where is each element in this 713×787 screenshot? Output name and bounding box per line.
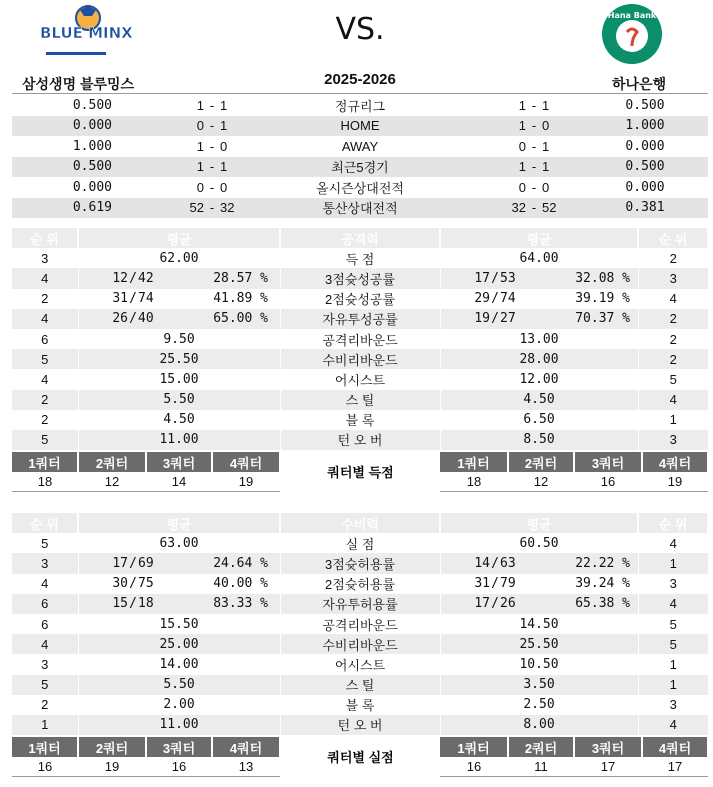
right-wins: 0 xyxy=(518,138,526,154)
right-rank: 5 xyxy=(638,634,708,654)
left-rank: 5 xyxy=(12,533,78,553)
rank-left-header: 순 위 xyxy=(12,228,78,248)
right-rank: 3 xyxy=(669,697,677,713)
stat-label: 블 록 xyxy=(280,695,440,715)
dash: - xyxy=(204,157,220,178)
dash: - xyxy=(531,138,537,154)
season-label: 2025-2026 xyxy=(324,71,396,88)
right-value: 32.08 % xyxy=(540,268,630,288)
left-rank: 4 xyxy=(12,309,78,329)
stat-label: 턴 오 버 xyxy=(280,430,440,450)
left-losses: 1 xyxy=(220,97,228,113)
vs-label: VS. xyxy=(335,12,385,47)
left-rank: 3 xyxy=(12,654,78,674)
left-wins: 0 xyxy=(112,116,204,137)
dash: - xyxy=(526,157,542,178)
right-rank: 4 xyxy=(669,291,677,307)
stat-row xyxy=(12,329,708,349)
left-value: 2.00 xyxy=(78,695,280,715)
quarter-mid-label: 쿼터별 득점 xyxy=(280,452,440,492)
right-att: 26 xyxy=(500,594,540,614)
left-value: 5.50 xyxy=(78,675,280,695)
right-losses: 52 xyxy=(542,198,582,219)
left-value: 28.57 % xyxy=(178,268,268,288)
logo-text-blue: BLUE MINX xyxy=(40,24,133,42)
right-made: 17 xyxy=(440,594,490,614)
slash: / xyxy=(128,553,138,573)
quarter-value-left: 19 xyxy=(212,472,280,492)
spacer xyxy=(268,268,280,288)
quarter-value-right: 18 xyxy=(440,472,508,492)
right-rank: 3 xyxy=(669,576,677,592)
stat-label: 공격리바운드 xyxy=(280,329,440,349)
left-losses: 0 xyxy=(220,138,228,154)
quarter-label-left: 2쿼터 xyxy=(78,737,146,757)
right-value: 65.38 % xyxy=(540,594,630,614)
record-label: 통산상대전적 xyxy=(260,198,460,219)
record-row xyxy=(12,136,708,157)
record-row xyxy=(12,177,708,198)
right-pct: 0.381 xyxy=(582,198,708,219)
quarter-label-right: 4쿼터 xyxy=(642,737,708,757)
left-att: 69 xyxy=(138,553,178,573)
right-pct: 0.000 xyxy=(625,179,665,195)
dash: - xyxy=(531,179,537,195)
rank-left-header: 순 위 xyxy=(12,513,78,533)
stat-label: 어시스트 xyxy=(280,369,440,389)
stat-row xyxy=(12,533,708,553)
stat-label: 3점슛성공률 xyxy=(280,268,440,288)
slash: / xyxy=(490,268,500,288)
left-made: 31 xyxy=(112,291,128,307)
left-rank: 6 xyxy=(12,614,78,634)
slash: / xyxy=(128,309,138,329)
left-value: 11.00 xyxy=(78,430,280,450)
logo-text-hana: Hana Bank xyxy=(607,11,657,20)
spacer xyxy=(268,289,280,309)
stat-header-row xyxy=(12,513,708,533)
avg-right-header: 평균 xyxy=(440,513,638,533)
quarter-value-right: 19 xyxy=(642,472,708,492)
left-made: 15 xyxy=(78,594,128,614)
right-pct: 0.500 xyxy=(625,97,665,113)
stat-header-row xyxy=(12,228,708,248)
spacer xyxy=(630,574,638,594)
spacer xyxy=(268,574,280,594)
left-value: 25.50 xyxy=(78,349,280,369)
right-rank: 2 xyxy=(638,349,708,369)
right-rank: 1 xyxy=(669,412,677,428)
quarter-label-left: 4쿼터 xyxy=(212,452,280,472)
left-value: 83.33 % xyxy=(178,594,268,614)
quarter-header-row xyxy=(12,452,708,472)
stat-row xyxy=(12,309,708,329)
left-rank: 6 xyxy=(12,594,78,614)
stat-label: 2점슛성공률 xyxy=(280,289,440,309)
left-value: 5.50 xyxy=(78,390,280,410)
record-label: 정규리그 xyxy=(334,98,386,114)
header-divider xyxy=(12,93,708,94)
right-rank: 5 xyxy=(669,371,677,387)
stat-label: 자유투허용률 xyxy=(280,594,440,614)
right-att: 74 xyxy=(500,291,516,307)
right-losses: 1 xyxy=(542,97,550,113)
dash: - xyxy=(209,179,215,195)
left-rank: 2 xyxy=(12,390,78,410)
stat-row xyxy=(12,574,708,594)
left-rank: 5 xyxy=(12,675,78,695)
stat-row xyxy=(12,390,708,410)
quarter-label-right: 2쿼터 xyxy=(508,452,574,472)
stat-label: 자유투성공률 xyxy=(280,309,440,329)
quarter-label-right: 4쿼터 xyxy=(642,452,708,472)
section-title: 수비력 xyxy=(280,513,440,533)
spacer xyxy=(268,309,280,329)
stat-row xyxy=(12,594,708,614)
right-value: 12.00 xyxy=(440,369,638,389)
blueminx-logo xyxy=(36,4,133,62)
left-value: 65.00 % xyxy=(178,309,268,329)
left-wins: 1 xyxy=(196,138,204,154)
right-wins: 1 xyxy=(518,97,526,113)
right-made: 29 xyxy=(474,291,491,307)
right-rank: 4 xyxy=(638,715,708,735)
spacer xyxy=(630,309,638,329)
quarter-value-left: 12 xyxy=(78,472,146,492)
stat-label: 2점슛허용률 xyxy=(280,574,440,594)
left-value: 9.50 xyxy=(78,329,280,349)
slash: / xyxy=(490,553,500,573)
left-value: 4.50 xyxy=(78,410,280,430)
right-rank: 1 xyxy=(669,656,677,672)
left-value: 15.50 xyxy=(78,614,280,634)
left-rank: 4 xyxy=(12,574,78,594)
right-value: 70.37 % xyxy=(540,309,630,329)
right-pct: 0.000 xyxy=(625,138,665,154)
right-rank: 3 xyxy=(638,268,708,288)
spacer xyxy=(630,594,638,614)
right-rank: 1 xyxy=(638,553,708,573)
left-pct: 0.619 xyxy=(12,198,112,219)
quarter-label-right: 1쿼터 xyxy=(440,737,508,757)
quarter-label-left: 2쿼터 xyxy=(78,452,146,472)
slash: / xyxy=(491,291,499,307)
right-wins: 32 xyxy=(460,198,526,219)
team-left-name: 삼성생명 블루밍스 xyxy=(22,76,135,92)
right-value: 8.50 xyxy=(440,430,638,450)
quarter-label-right: 3쿼터 xyxy=(574,737,642,757)
left-made: 12 xyxy=(78,268,128,288)
left-rank: 1 xyxy=(12,715,78,735)
team-right-name: 하나은행 xyxy=(612,76,667,92)
quarter-value-right: 16 xyxy=(440,757,508,777)
right-value: 39.19 % xyxy=(575,291,631,307)
avg-left-header: 평균 xyxy=(78,513,280,533)
avg-right-header: 평균 xyxy=(440,228,638,248)
left-wins: 1 xyxy=(112,157,204,178)
offense-quarter-table xyxy=(12,452,709,492)
right-made: 14 xyxy=(440,553,490,573)
quarter-value-left: 13 xyxy=(212,757,280,777)
right-value: 39.24 % xyxy=(575,576,631,592)
stat-row xyxy=(12,715,708,735)
left-value: 41.89 % xyxy=(213,291,268,307)
defense-table xyxy=(12,513,709,735)
quarter-value-right: 12 xyxy=(508,472,574,492)
rank-right-header: 순 위 xyxy=(638,513,708,533)
record-row xyxy=(12,95,708,116)
left-wins: 1 xyxy=(196,97,204,113)
right-rank: 1 xyxy=(638,675,708,695)
quarter-value-right: 11 xyxy=(508,757,574,777)
stat-label: 블 록 xyxy=(280,410,440,430)
right-wins: 1 xyxy=(460,157,526,178)
right-att: 27 xyxy=(500,309,540,329)
slash: / xyxy=(129,291,137,307)
right-losses: 0 xyxy=(542,116,582,137)
stat-row xyxy=(12,349,708,369)
dash: - xyxy=(526,116,542,137)
right-value: 4.50 xyxy=(440,390,638,410)
quarter-label-left: 1쿼터 xyxy=(12,452,78,472)
stat-row xyxy=(12,614,708,634)
quarter-header-row xyxy=(12,737,708,757)
avg-left-header: 평균 xyxy=(78,228,280,248)
dash: - xyxy=(204,116,220,137)
offense-table xyxy=(12,228,709,450)
left-wins: 0 xyxy=(196,179,204,195)
record-label: HOME xyxy=(260,116,460,137)
left-value: 14.00 xyxy=(78,654,280,674)
stat-label: 수비리바운드 xyxy=(280,349,440,369)
left-att: 74 xyxy=(138,291,154,307)
slash: / xyxy=(490,309,500,329)
dash: - xyxy=(204,198,220,219)
left-losses: 0 xyxy=(220,179,228,195)
left-value: 15.00 xyxy=(78,369,280,389)
stat-row xyxy=(12,553,708,573)
left-value: 25.00 xyxy=(78,634,280,654)
right-rank: 5 xyxy=(669,616,677,632)
left-value: 63.00 xyxy=(78,533,280,553)
right-made: 17 xyxy=(440,268,490,288)
quarter-value-left: 16 xyxy=(12,757,78,777)
right-pct: 0.500 xyxy=(582,157,708,178)
left-made: 30 xyxy=(112,576,128,592)
right-rank: 4 xyxy=(638,594,708,614)
right-value: 6.50 xyxy=(440,410,638,430)
right-value: 22.22 % xyxy=(540,553,630,573)
record-row xyxy=(12,198,708,219)
stat-label: 턴 오 버 xyxy=(280,715,440,735)
stat-row xyxy=(12,695,708,715)
left-rank: 4 xyxy=(12,268,78,288)
right-rank: 2 xyxy=(669,331,677,347)
left-att: 18 xyxy=(138,594,178,614)
quarter-value-left: 16 xyxy=(146,757,212,777)
left-rank: 2 xyxy=(12,695,78,715)
section-title: 공격력 xyxy=(280,228,440,248)
right-value: 10.50 xyxy=(440,654,638,674)
right-rank: 4 xyxy=(669,535,677,551)
right-pct: 1.000 xyxy=(582,116,708,137)
slash: / xyxy=(490,594,500,614)
left-rank: 6 xyxy=(12,329,78,349)
left-att: 75 xyxy=(138,576,154,592)
left-pct: 0.000 xyxy=(72,179,112,195)
left-rank: 5 xyxy=(12,349,78,369)
right-value: 3.50 xyxy=(440,675,638,695)
left-losses: 1 xyxy=(220,116,260,137)
right-att: 79 xyxy=(500,576,516,592)
record-row xyxy=(12,116,708,137)
quarter-value-right: 17 xyxy=(574,757,642,777)
stat-label: 스 틸 xyxy=(280,390,440,410)
right-wins: 0 xyxy=(518,179,526,195)
record-label: 최근5경기 xyxy=(260,157,460,178)
quarter-label-right: 2쿼터 xyxy=(508,737,574,757)
quarter-label-left: 4쿼터 xyxy=(212,737,280,757)
quarter-label-right: 1쿼터 xyxy=(440,452,508,472)
left-pct: 0.000 xyxy=(12,116,112,137)
left-wins: 52 xyxy=(112,198,204,219)
slash: / xyxy=(128,268,138,288)
right-att: 53 xyxy=(500,268,540,288)
left-att: 40 xyxy=(138,309,178,329)
dash: - xyxy=(209,97,215,113)
quarter-label-left: 3쿼터 xyxy=(146,452,212,472)
left-value: 40.00 % xyxy=(213,576,268,592)
quarter-value-left: 19 xyxy=(78,757,146,777)
right-wins: 1 xyxy=(460,116,526,137)
spacer xyxy=(630,289,638,309)
right-losses: 0 xyxy=(542,179,550,195)
right-value: 13.00 xyxy=(440,329,638,349)
right-value: 2.50 xyxy=(440,695,638,715)
right-value: 64.00 xyxy=(440,248,638,268)
stat-label: 득 점 xyxy=(280,248,440,268)
quarter-value-left: 18 xyxy=(12,472,78,492)
stat-row xyxy=(12,369,708,389)
left-pct: 0.500 xyxy=(72,97,112,113)
right-rank: 2 xyxy=(669,250,677,266)
right-rank: 2 xyxy=(638,309,708,329)
stat-label: 스 틸 xyxy=(280,675,440,695)
right-value: 28.00 xyxy=(440,349,638,369)
slash: / xyxy=(129,576,137,592)
right-value: 8.00 xyxy=(440,715,638,735)
spacer xyxy=(630,268,638,288)
hanabank-logo xyxy=(600,2,664,66)
quarter-value-right: 16 xyxy=(574,472,642,492)
stat-label: 어시스트 xyxy=(280,654,440,674)
right-value: 25.50 xyxy=(440,634,638,654)
defense-quarter-table xyxy=(12,737,709,777)
left-pct: 1.000 xyxy=(72,138,112,154)
slash: / xyxy=(491,576,499,592)
left-rank: 3 xyxy=(12,553,78,573)
stat-row xyxy=(12,430,708,450)
left-pct: 0.500 xyxy=(12,157,112,178)
right-rank: 3 xyxy=(638,430,708,450)
left-losses: 32 xyxy=(220,198,260,219)
record-label: 올시즌상대전적 xyxy=(316,180,404,196)
left-rank: 3 xyxy=(12,248,78,268)
left-rank: 5 xyxy=(12,430,78,450)
dash: - xyxy=(209,138,215,154)
stat-label: 수비리바운드 xyxy=(280,634,440,654)
spacer xyxy=(268,594,280,614)
quarter-value-right: 17 xyxy=(642,757,708,777)
right-losses: 1 xyxy=(542,157,582,178)
left-rank: 2 xyxy=(12,289,78,309)
left-rank: 2 xyxy=(12,410,78,430)
quarter-mid-label: 쿼터별 실점 xyxy=(280,737,440,777)
rank-right-header: 순 위 xyxy=(638,228,708,248)
stat-row xyxy=(12,634,708,654)
stat-row xyxy=(12,654,708,674)
right-losses: 1 xyxy=(542,138,550,154)
spacer xyxy=(268,553,280,573)
stat-label: 3점슛허용률 xyxy=(280,553,440,573)
left-made: 17 xyxy=(78,553,128,573)
stat-label: 실 점 xyxy=(280,533,440,553)
stat-row xyxy=(12,289,708,309)
right-made: 19 xyxy=(440,309,490,329)
stat-row xyxy=(12,268,708,288)
slash: / xyxy=(128,594,138,614)
left-made: 26 xyxy=(78,309,128,329)
quarter-label-left: 1쿼터 xyxy=(12,737,78,757)
right-att: 63 xyxy=(500,553,540,573)
stat-row xyxy=(12,248,708,268)
left-value: 11.00 xyxy=(78,715,280,735)
left-rank: 4 xyxy=(12,634,78,654)
left-att: 42 xyxy=(138,268,178,288)
stat-row xyxy=(12,675,708,695)
matchup-header xyxy=(0,0,713,100)
spacer xyxy=(630,553,638,573)
quarter-label-left: 3쿼터 xyxy=(146,737,212,757)
left-rank: 4 xyxy=(12,369,78,389)
quarter-value-left: 14 xyxy=(146,472,212,492)
right-rank: 4 xyxy=(638,390,708,410)
dash: - xyxy=(526,198,542,219)
dash: - xyxy=(531,97,537,113)
quarter-label-right: 3쿼터 xyxy=(574,452,642,472)
record-row xyxy=(12,157,708,178)
record-label: AWAY xyxy=(341,138,379,154)
record-table xyxy=(12,95,708,218)
right-made: 31 xyxy=(474,576,491,592)
right-value: 14.50 xyxy=(440,614,638,634)
left-losses: 1 xyxy=(220,157,260,178)
stat-label: 공격리바운드 xyxy=(280,614,440,634)
right-value: 60.50 xyxy=(440,533,638,553)
stat-row xyxy=(12,410,708,430)
left-value: 24.64 % xyxy=(178,553,268,573)
left-value: 62.00 xyxy=(78,248,280,268)
